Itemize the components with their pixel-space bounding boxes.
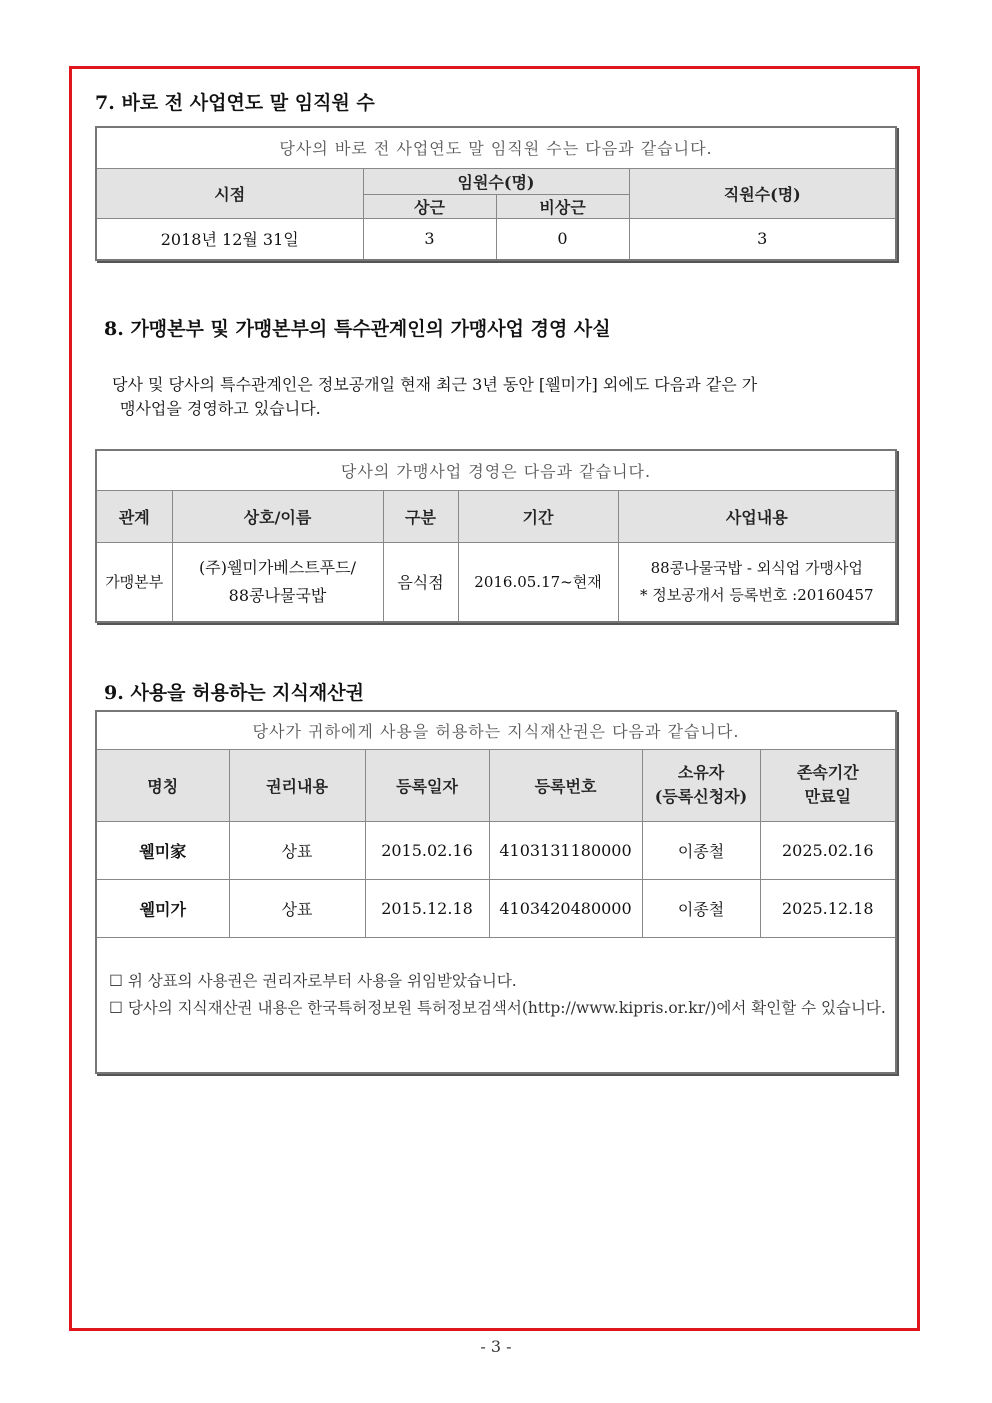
- cell-period: 2016.05.17~현재: [458, 542, 618, 622]
- cell-parttime: 0: [496, 218, 629, 260]
- cell-category: 음식점: [383, 542, 458, 622]
- cell-owner: 이종철: [642, 879, 760, 937]
- header-reg-no: 등록번호: [489, 749, 642, 821]
- cell-employees: 3: [629, 218, 896, 260]
- paragraph-line: 맹사업을 경영하고 있습니다.: [120, 399, 321, 418]
- section-8-heading: 8. 가맹본부 및 가맹본부의 특수관계인의 가맹사업 경영 사실: [104, 318, 611, 340]
- franchise-table: [95, 449, 897, 623]
- cell-right: 상표: [229, 821, 365, 879]
- cell-date: 2018년 12월 31일: [96, 218, 363, 260]
- table-row: [96, 879, 896, 937]
- content-line: 88콩나물국밥 - 외식업 가맹사업: [650, 558, 863, 577]
- table-row: [96, 821, 896, 879]
- header-employees: 직원수(명): [629, 168, 896, 218]
- cell-right: 상표: [229, 879, 365, 937]
- section-9-heading: 9. 사용을 허용하는 지식재산권: [104, 682, 364, 704]
- expiry-line: 존속기간: [796, 763, 859, 782]
- name-line: 88콩나물국밥: [228, 585, 327, 605]
- cell-fulltime: 3: [363, 218, 496, 260]
- ip-notes: [96, 937, 896, 1073]
- cell-reg-date: 2015.12.18: [365, 879, 489, 937]
- owner-line: (등록신청자): [654, 787, 748, 806]
- header-category: 구분: [383, 490, 458, 542]
- page-number: - 3 -: [480, 1337, 512, 1356]
- paragraph-line: 당사 및 당사의 특수관계인은 정보공개일 현재 최근 3년 동안 [웰미가] 외에도 다음과 같은 가: [112, 375, 758, 394]
- header-right: 권리내용: [229, 749, 365, 821]
- ip-rights-table: [95, 710, 897, 1074]
- cell-reg-no: 4103420480000: [489, 879, 642, 937]
- section-7-heading: 7. 바로 전 사업연도 말 임직원 수: [95, 92, 375, 114]
- cell-reg-date: 2015.02.16: [365, 821, 489, 879]
- name-line: (주)웰미가베스트푸드/: [199, 557, 356, 577]
- cell-reg-no: 4103131180000: [489, 821, 642, 879]
- cell-expiry: 2025.12.18: [760, 879, 896, 937]
- cell-name: [172, 542, 383, 622]
- cell-expiry: 2025.02.16: [760, 821, 896, 879]
- header-relation: 관계: [96, 490, 172, 542]
- cell-owner: 이종철: [642, 821, 760, 879]
- franchise-table-caption: 당사의 가맹사업 경영은 다음과 같습니다.: [96, 450, 896, 490]
- header-date: 시점: [96, 168, 363, 218]
- header-reg-date: 등록일자: [365, 749, 489, 821]
- note-line: ☐ 당사의 지식재산권 내용은 한국특허정보원 특허정보검색서(http://www.kipris.or.kr/)에서 확인할 수 있습니다.: [109, 998, 886, 1017]
- header-owner: [642, 749, 760, 821]
- owner-line: 소유자: [677, 763, 725, 782]
- expiry-line: 만료일: [804, 787, 851, 806]
- ip-table-caption: 당사가 귀하에게 사용을 허용하는 지식재산권은 다음과 같습니다.: [96, 711, 896, 749]
- header-fulltime: 상근: [363, 194, 496, 218]
- cell-relation: 가맹본부: [96, 542, 172, 622]
- header-business-content: 사업내용: [618, 490, 896, 542]
- cell-ip-name: 웰미家: [96, 821, 229, 879]
- header-parttime: 비상근: [496, 194, 629, 218]
- header-name: 상호/이름: [172, 490, 383, 542]
- header-executives: 임원수(명): [363, 168, 629, 194]
- header-period: 기간: [458, 490, 618, 542]
- cell-ip-name: 웰미가: [96, 879, 229, 937]
- section-8-paragraph: [112, 373, 898, 421]
- header-ip-name: 명칭: [96, 749, 229, 821]
- employees-table-caption: 당사의 바로 전 사업연도 말 임직원 수는 다음과 같습니다.: [96, 127, 896, 168]
- content-line: * 정보공개서 등록번호 :20160457: [639, 585, 874, 604]
- cell-business-content: [618, 542, 896, 622]
- employees-table: [95, 126, 897, 261]
- header-expiry: [760, 749, 896, 821]
- note-line: ☐ 위 상표의 사용권은 권리자로부터 사용을 위임받았습니다.: [109, 971, 517, 990]
